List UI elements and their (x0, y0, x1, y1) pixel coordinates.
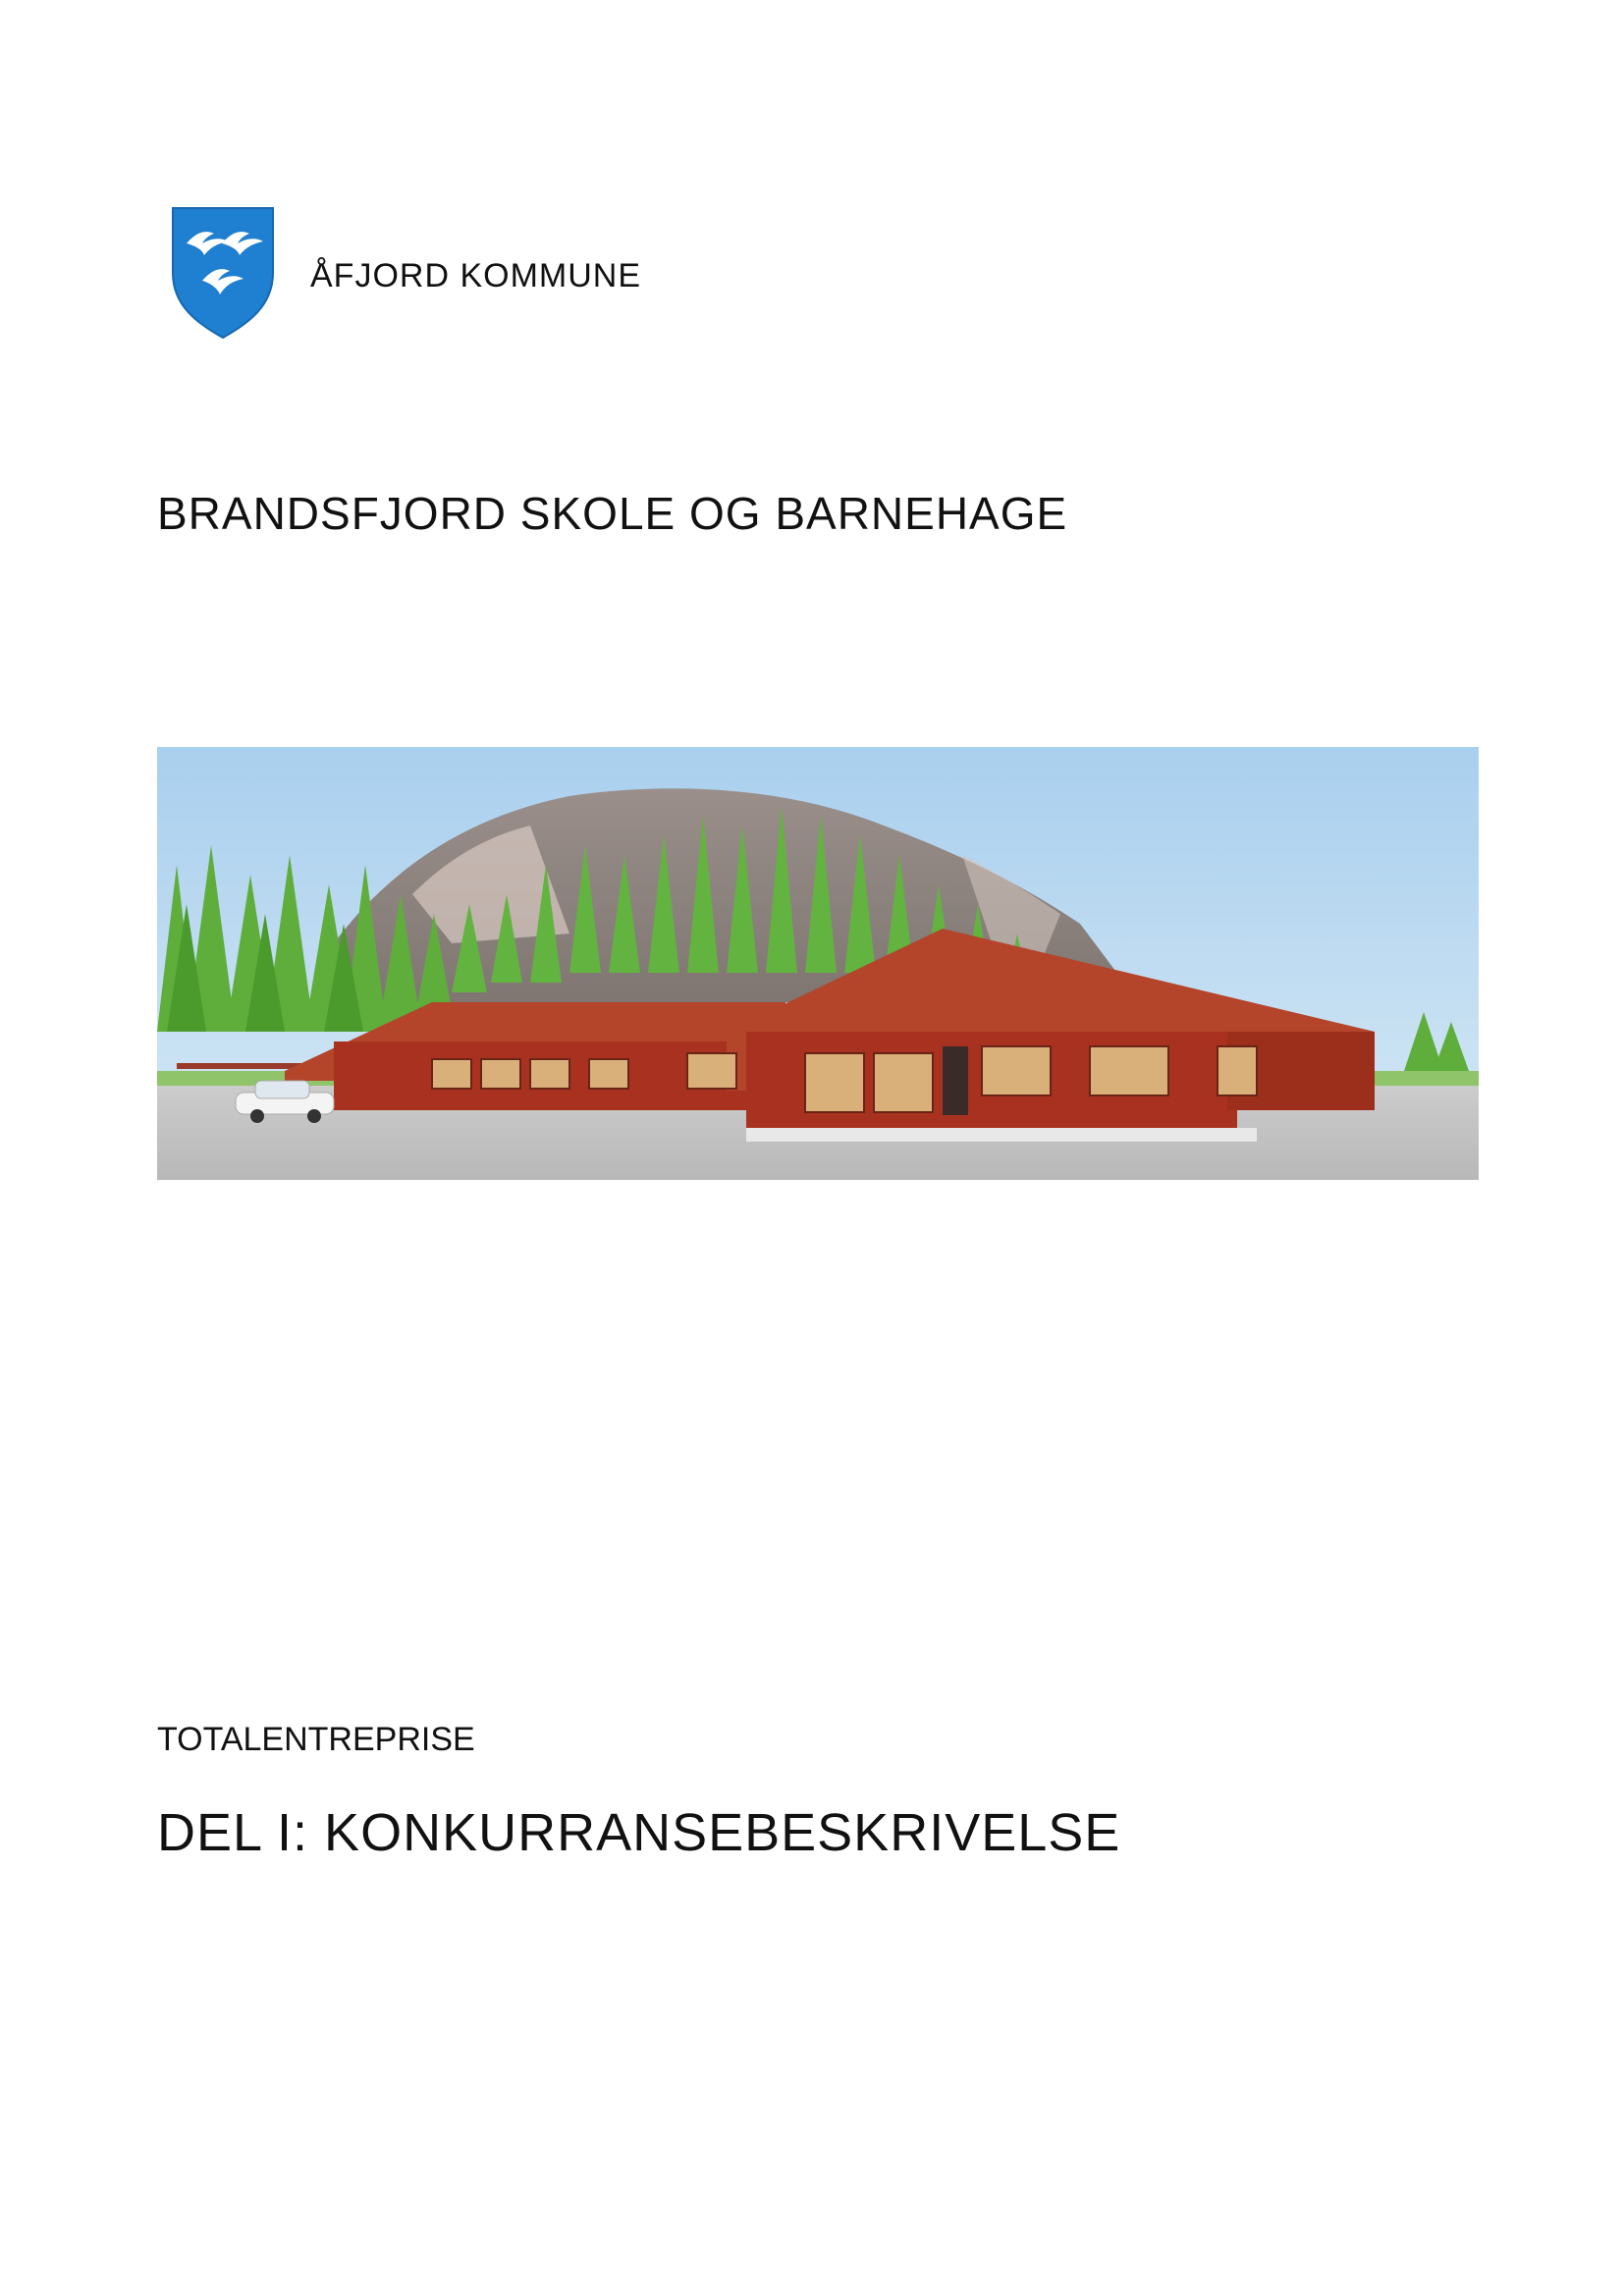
document-part-title: DEL I: KONKURRANSEBESKRIVELSE (157, 1803, 1121, 1862)
building-render-image (157, 747, 1479, 1180)
coat-of-arms-icon (169, 204, 277, 340)
organization-name: ÅFJORD KOMMUNE (310, 257, 641, 294)
project-title: BRANDSFJORD SKOLE OG BARNEHAGE (157, 488, 1068, 539)
contract-type-label: TOTALENTREPRISE (157, 1721, 475, 1758)
